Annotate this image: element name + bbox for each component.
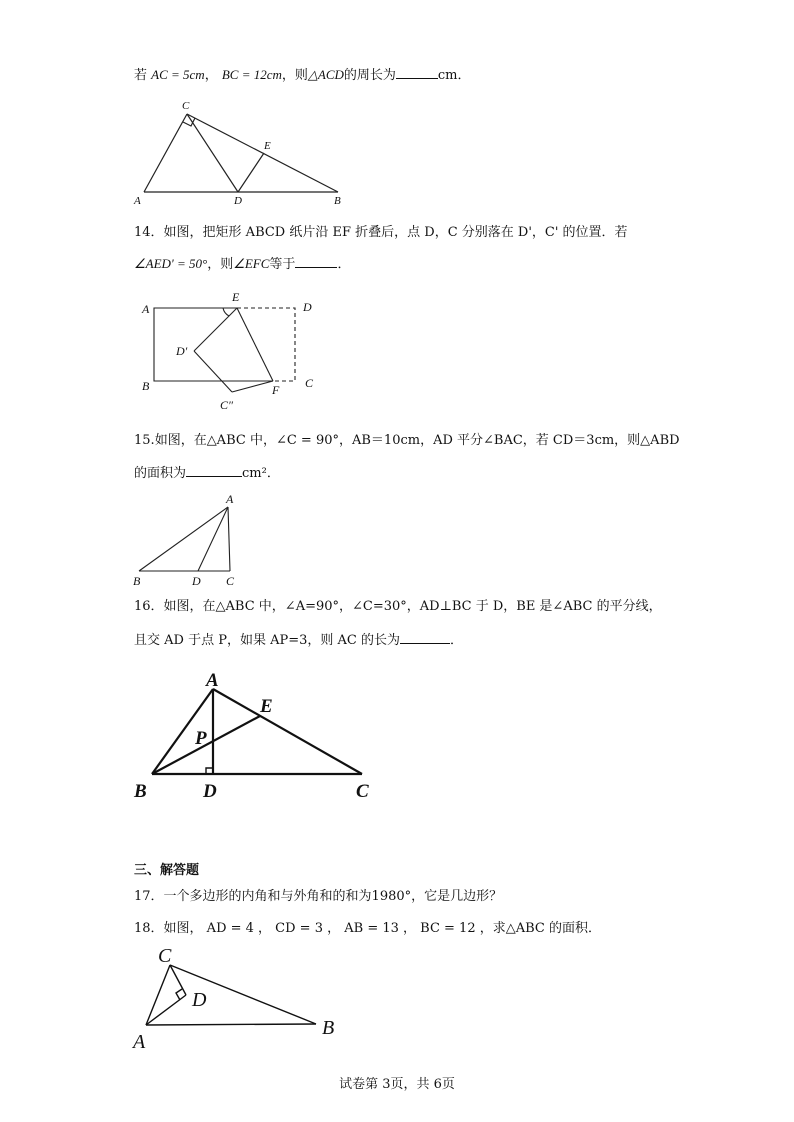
q18-statement: 如图， AD = 4 ， CD = 3 ， AB = 13 ， BC = 12 ，求△ABC 的面积．: [163, 921, 601, 936]
q13-bc: BC = 12cm: [221, 67, 282, 82]
q16-end: ．: [450, 633, 464, 648]
q18-label-a: A: [133, 1031, 146, 1053]
q16-segment-ac: [213, 689, 362, 774]
q14-label-a: A: [142, 302, 150, 316]
q15-label-d: D: [192, 574, 201, 588]
q15-statement: 如图，在△ABC 中，∠C = 90°，AB＝10cm，AD 平分∠BAC，若 CD＝3cm，则△ABD: [154, 433, 680, 448]
q15-figure: [130, 490, 250, 590]
q15-line1: [134, 432, 680, 450]
q14-segment-c-prime-f: [232, 381, 273, 392]
page-footer: 试卷第 3页，共 6页: [339, 1077, 455, 1092]
q14-angle-arc: [223, 308, 229, 316]
q13-answer-blank[interactable]: [396, 66, 438, 79]
q16-label-a: A: [206, 670, 219, 691]
q18-label-c: C: [158, 945, 172, 967]
q13-ac: AC = 5cm: [151, 67, 205, 82]
q18-segment-ab: [146, 1024, 316, 1025]
q13-sep2: ，则: [281, 68, 308, 83]
q15-label-c: C: [226, 574, 235, 588]
q16-ask: 且交 AD 于点 P，如果 AP=3，则 AC 的长为: [134, 633, 400, 648]
q14-end: ．: [337, 257, 351, 272]
q13-suffix: 的周长为: [343, 68, 396, 83]
q15-label-b: B: [133, 574, 141, 588]
q14-label-e: E: [232, 290, 240, 304]
q15-segment-ad: [198, 507, 228, 571]
q13-label-d: D: [234, 195, 242, 207]
q16-line1: [134, 598, 662, 616]
q13-figure: [130, 98, 360, 208]
q13-text: [134, 66, 471, 85]
q18-label-b: B: [322, 1017, 335, 1039]
q15-unit: cm²．: [242, 466, 280, 481]
q14-rectangle-dashed: [237, 308, 295, 381]
q16-label-b: B: [134, 781, 147, 802]
q14-segment-ed-prime: [194, 308, 237, 351]
q14-label-c: C: [305, 376, 314, 390]
q15-number: 15.: [134, 433, 155, 448]
q14-figure: [130, 285, 330, 415]
q13-label-c: C: [182, 100, 190, 112]
q14-segment-d-prime-c: [194, 351, 232, 392]
q15-line2: [134, 464, 280, 483]
q16-label-p: P: [195, 728, 207, 749]
q14-answer-blank[interactable]: [295, 255, 337, 268]
q15-label-a: A: [226, 492, 234, 506]
q14-line2: [134, 255, 350, 274]
q13-prefix: 若: [134, 68, 152, 83]
q13-unit: cm．: [437, 68, 471, 83]
q13-sep1: ，: [204, 68, 222, 83]
q13-label-b: B: [334, 195, 341, 207]
q14-label-b: B: [142, 379, 150, 393]
q16-figure: [130, 665, 390, 805]
q18-figure: [130, 940, 350, 1055]
q14-asked-angle: ∠EFC: [233, 256, 270, 271]
q13-segment-cb: [187, 114, 338, 192]
q15-ask: 的面积为: [134, 466, 187, 481]
q15-answer-blank[interactable]: [186, 464, 242, 477]
q14-tail: 等于: [269, 257, 296, 272]
q16-number: 16．: [134, 599, 164, 614]
q14-label-f: F: [272, 383, 280, 397]
q14-label-c-double-prime: C″: [220, 398, 234, 412]
q16-label-c: C: [356, 781, 369, 802]
q14-label-d-prime: D′: [176, 344, 188, 358]
q14-mid: ，则: [207, 257, 234, 272]
q16-answer-blank[interactable]: [400, 631, 450, 644]
q14-label-d: D: [303, 300, 312, 314]
q15-segment-ac: [228, 507, 230, 571]
q13-segment-ac: [144, 114, 187, 192]
q18-text: [134, 920, 601, 938]
q14-statement: 如图，把矩形 ABCD 纸片沿 EF 折叠后，点 D，C 分别落在 D'，C' 的位置．若: [163, 225, 628, 240]
q16-label-d: D: [203, 781, 217, 802]
q16-line2: [134, 631, 463, 650]
q18-label-d: D: [192, 989, 207, 1011]
q14-number: 14．: [134, 225, 164, 240]
q13-segment-de: [238, 153, 264, 192]
q17-text: 17．一个多边形的内角和与外角和的和为1980°，它是几边形？: [134, 889, 503, 904]
q13-label-a: A: [134, 195, 141, 207]
q18-segment-cd: [170, 965, 186, 995]
section-heading: 三、解答题: [134, 863, 200, 878]
q14-line1: [134, 224, 628, 242]
q15-segment-ab: [139, 507, 228, 571]
q14-given-angle: ∠AED' = 50°: [134, 256, 208, 271]
q14-fold-line-ef: [237, 308, 273, 381]
q13-label-e: E: [264, 140, 271, 152]
q13-tri: △ACD: [307, 67, 344, 82]
q16-label-e: E: [260, 696, 273, 717]
q16-statement: 如图，在△ABC 中，∠A=90°，∠C=30°，AD⊥BC 于 D，BE 是∠ABC 的平分线，: [163, 599, 662, 614]
q13-segment-cd: [187, 114, 238, 192]
q18-number: 18．: [134, 921, 164, 936]
